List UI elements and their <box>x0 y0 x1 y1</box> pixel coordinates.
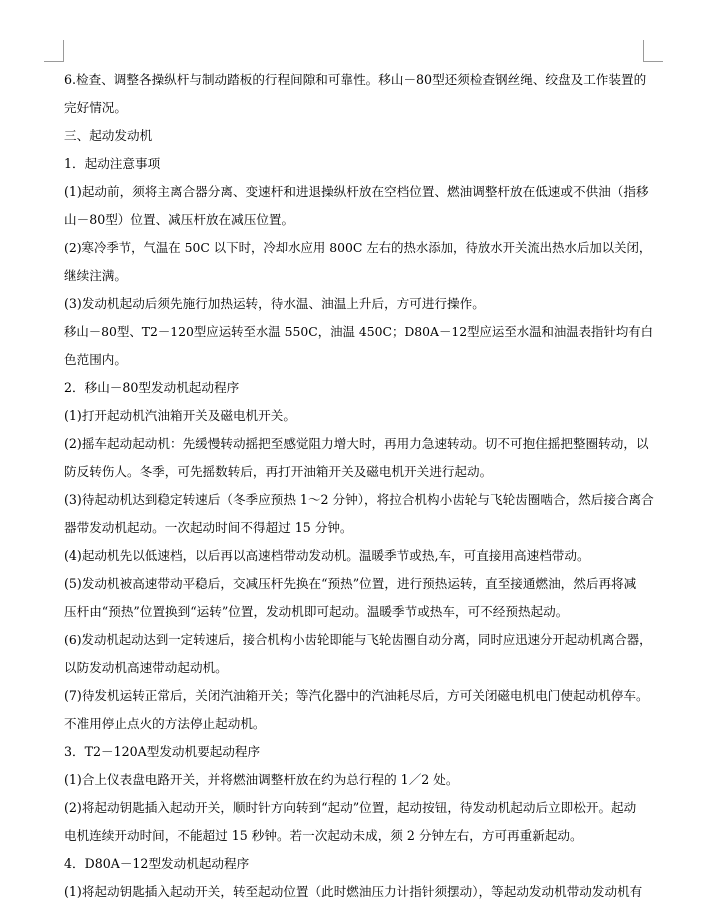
text-line: (4)起动机先以低速档，以后再以高速档带动发动机。温暖季节或热,车，可直接用高速档带动。 <box>64 548 590 563</box>
text-line: 移山－80型、T2－120型应运转至水温 550C，油温 450C；D80A－12型应运至水温和油温表指针均有白 <box>64 324 654 339</box>
text-line: 不准用停止点火的方法停止起动机。 <box>64 716 266 731</box>
subsection-heading: 2．移山－80型发动机起动程序 <box>64 380 240 395</box>
text-line: (1)起动前，须将主离合器分离、变速杆和进退操纵杆放在空档位置、燃油调整杆放在低速或不供油（指移 <box>64 184 649 199</box>
text-line: (1)合上仪表盘电路开关，并将燃油调整杆放在约为总行程的 1／2 处。 <box>64 772 459 787</box>
text-line: (1)将起动钥匙插入起动开关，转至起动位置（此时燃油压力计指针须摆动），等起动发动机带动发动机有 <box>64 884 643 899</box>
text-line: (2)寒冷季节，气温在 50C 以下时，冷却水应用 800C 左右的热水添加，待放水开关流出热水后加以关闭， <box>64 240 652 255</box>
crop-mark-top-left-vertical <box>63 40 64 61</box>
text-line: (2)摇车起动起动机：先缓慢转动摇把至感觉阻力增大时，再用力急速转动。切不可抱住摇把整圈转动，以 <box>64 436 649 451</box>
text-line: (6)发动机起动达到一定转速后，接合机构小齿轮即能与飞轮齿圈自动分离，同时应迅速分开起动机离合器， <box>64 632 652 647</box>
text-line: 继续注满。 <box>64 268 127 283</box>
text-line: 6.检查、调整各操纵杆与制动踏板的行程间隙和可靠性。移山－80型还须检查钢丝绳、绞盘及工作装置的 <box>64 72 647 87</box>
text-line: 色范围内。 <box>64 352 127 367</box>
text-line: (3)待起动机达到稳定转速后（冬季应预热 1～2 分钟），将拉合机构小齿轮与飞轮齿圈啮合，然后接合离合 <box>64 492 654 507</box>
text-line: 器带发动机起动。一次起动时间不得超过 15 分钟。 <box>64 520 353 535</box>
section-heading: 三、起动发动机 <box>64 128 153 143</box>
crop-mark-top-right-horizontal <box>643 61 663 62</box>
text-line: 山－80型）位置、减压杆放在减压位置。 <box>64 212 295 227</box>
document-body <box>64 66 654 906</box>
text-line: (1)打开起动机汽油箱开关及磁电机开关。 <box>64 408 296 423</box>
text-line: 防反转伤人。冬季，可先摇数转后，再打开油箱开关及磁电机开关进行起动。 <box>64 464 493 479</box>
text-line: (2)将起动钥匙插入起动开关，顺时针方向转到“起动”位置，起动按钮，待发动机起动后立即松开。起动 <box>64 800 637 815</box>
text-line: 以防发动机高速带动起动机。 <box>64 660 228 675</box>
text-line: (5)发动机被高速带动平稳后，交减压杆先换在“预热”位置，进行预热运转，直至接通燃油，然后再将减 <box>64 576 637 591</box>
subsection-heading: 1．起动注意事项 <box>64 156 161 171</box>
text-line: (3)发动机起动后须先施行加热运转，待水温、油温上升后，方可进行操作。 <box>64 296 485 311</box>
text-line: 压杆由“预热”位置换到“运转”位置，发动机即可起动。温暖季节或热车，可不经预热起动。 <box>64 604 569 619</box>
crop-mark-top-right-vertical <box>643 40 644 61</box>
text-line: 电机连续开动时间，不能超过 15 秒钟。若一次起动未成，须 2 分钟左右，方可再重新起动。 <box>64 828 583 843</box>
subsection-heading: 4．D80A－12型发动机起动程序 <box>64 856 250 871</box>
crop-mark-top-left-horizontal <box>44 61 64 62</box>
text-line: 完好情况。 <box>64 100 127 115</box>
subsection-heading: 3．T2－120A型发动机要起动程序 <box>64 744 261 759</box>
text-line: (7)待发机运转正常后，关闭汽油箱开关；等汽化器中的汽油耗尽后，方可关闭磁电机电门使起动机停车。 <box>64 688 649 703</box>
